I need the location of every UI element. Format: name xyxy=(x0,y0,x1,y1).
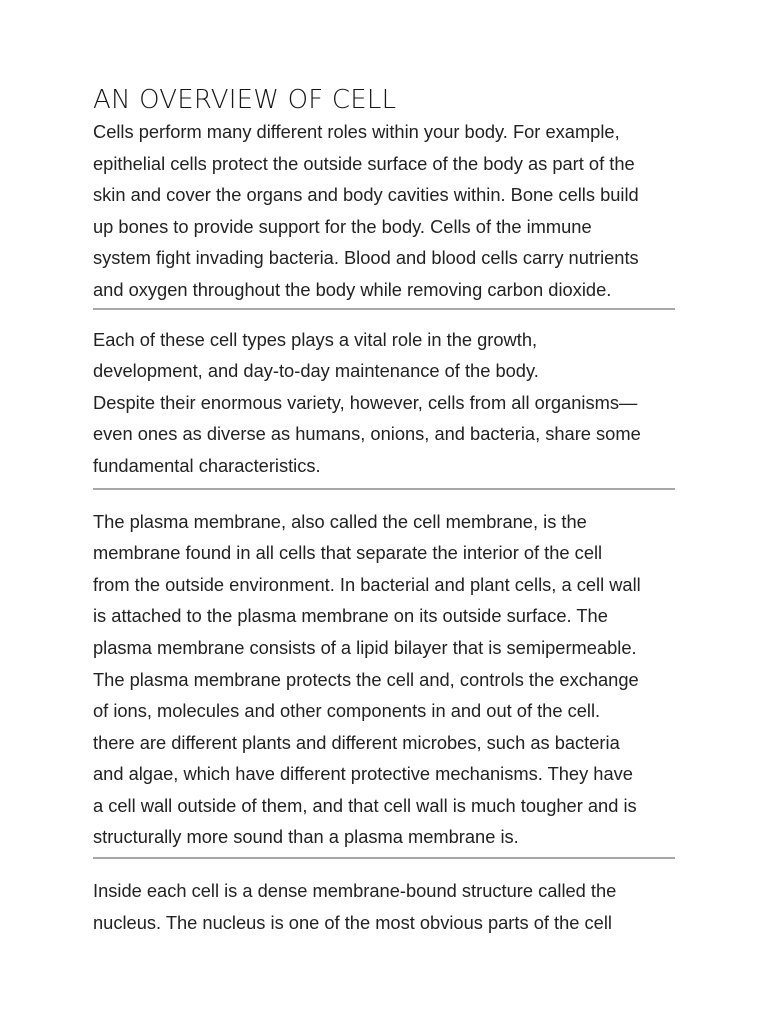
paragraph-plasma-membrane: The plasma membrane, also called the cell membrane, is the membrane found in all cells that separate the interior of the cell from the outside environment. In bacterial and plant cells, a cell wall is attached to the plasma membrane on its outside surface. The plasma membrane consists of a lipid bilayer that is semipermeable. The plasma membrane protects the cell and, controls the exchange of ions, molecules and other components in and out of the cell. there are different plants and different microbes, such as bacteria and algae, which have different protective mechanisms. They have a cell wall outside of them, and that cell wall is much tougher and is structurally more sound than a plasma membrane is. xyxy=(93,510,641,848)
section-divider xyxy=(93,308,675,310)
document-title: AN OVERVIEW OF CELL xyxy=(93,85,397,115)
section-divider xyxy=(93,857,675,859)
paragraph-cell-types: Each of these cell types plays a vital role in the growth, development, and day-to-day maintenance of the body. Despite their enormous variety, however, cells from all organisms— even ones as diverse as humans, onions, and bacteria, share some fundamental characteristics. xyxy=(93,328,641,476)
paragraph-cell-roles: Cells perform many different roles within your body. For example, epithelial cells protect the outside surface of the body as part of the skin and cover the organs and body cavities within. Bone cells build up bones to provide support for the body. Cells of the immune system fight invading bacteria. Blood and blood cells carry nutrients and oxygen throughout the body while removing carbon dioxide. xyxy=(93,121,639,300)
document-body xyxy=(93,84,675,938)
paragraph-nucleus: Inside each cell is a dense membrane-bound structure called the nucleus. The nucleus is one of the most obvious parts of the cell xyxy=(93,880,617,933)
section-divider xyxy=(93,488,675,490)
